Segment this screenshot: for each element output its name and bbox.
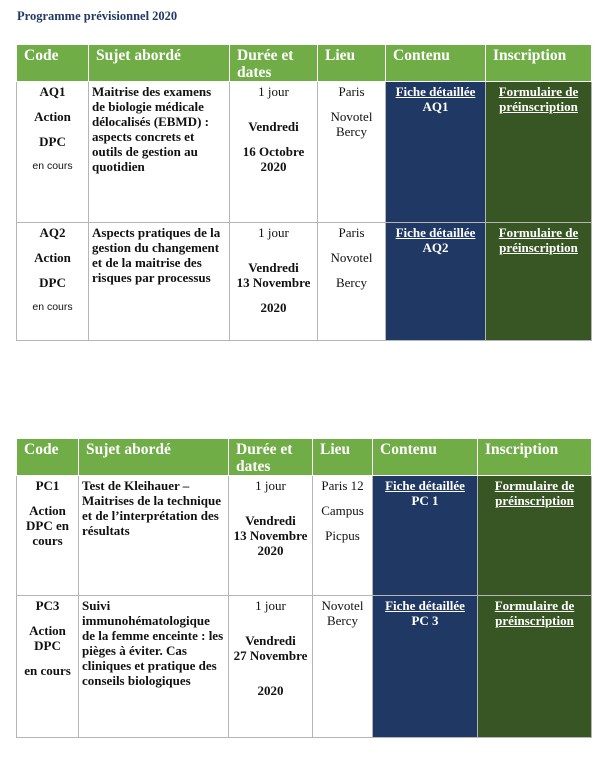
- table-row-aq1: [17, 82, 592, 223]
- place-venue: Novotel Bercy: [330, 109, 373, 139]
- preregistration-form-link[interactable]: Formulaire de préinscription: [498, 84, 579, 114]
- duration: 1 jour: [258, 84, 289, 99]
- dpc-label: DPC: [39, 275, 66, 290]
- detail-sheet-link[interactable]: Fiche détaillée: [385, 598, 465, 613]
- duration: 1 jour: [255, 598, 286, 613]
- preregistration-form-link[interactable]: Formulaire de préinscription: [498, 225, 579, 255]
- preregistration-form-link[interactable]: Formulaire de préinscription: [494, 598, 575, 628]
- page-title: Programme prévisionnel 2020: [17, 9, 178, 23]
- subject-cell: Suivi immunohématologique de la femme enceinte : les pièges à éviter. Cas cliniques et pratique des conseils biologiques: [79, 596, 229, 738]
- table-header-row: [17, 439, 592, 476]
- table-header-row: [17, 45, 592, 82]
- code-cell: [17, 476, 79, 596]
- header-content: Contenu: [386, 45, 486, 82]
- subject-cell: Maitrise des examens de biologie médicale délocalisés (EBMD) : aspects concrets et outils de gestion au quotidien: [89, 82, 230, 223]
- header-code: Code: [17, 45, 89, 82]
- date: 27 Novembre: [233, 648, 308, 663]
- place-city: Paris: [338, 225, 365, 240]
- place-venue-2: Picpus: [325, 528, 360, 543]
- duration-cell: [229, 476, 313, 596]
- header-content: Contenu: [373, 439, 478, 476]
- year: 2020: [260, 300, 287, 315]
- status-label: en cours: [32, 160, 73, 172]
- table-row-aq2: [17, 223, 592, 341]
- status-label: en cours: [32, 301, 73, 313]
- code: AQ1: [39, 84, 66, 99]
- dpc-label: DPC: [39, 134, 66, 149]
- day: Vendredi: [245, 633, 296, 648]
- content-cell: [386, 223, 486, 341]
- header-place: Lieu: [318, 45, 386, 82]
- header-signup: Inscription: [486, 45, 592, 82]
- action-label: Action: [34, 109, 71, 124]
- signup-cell: [478, 596, 592, 738]
- content-ref: AQ1: [422, 99, 449, 114]
- duration-cell: [229, 596, 313, 738]
- programme-table-pc: [16, 438, 592, 738]
- signup-cell: [486, 223, 592, 341]
- table-row-pc1: [17, 476, 592, 596]
- place-venue: Campus: [321, 503, 364, 518]
- preregistration-form-link[interactable]: Formulaire de préinscription: [494, 478, 575, 508]
- place-venue-2: Bercy: [335, 275, 368, 290]
- date: 13 Novembre: [236, 275, 311, 290]
- place-city: Paris 12: [321, 478, 364, 493]
- signup-cell: [486, 82, 592, 223]
- duration: 1 jour: [258, 225, 289, 240]
- content-ref: PC 1: [411, 493, 439, 508]
- day: Vendredi: [245, 513, 296, 528]
- place-venue: Novotel: [330, 250, 373, 265]
- subject-cell: Test de Kleihauer – Maitrises de la technique et de l’interprétation des résultats: [79, 476, 229, 596]
- action-label: Action DPC en cours: [26, 503, 69, 548]
- content-cell: [386, 82, 486, 223]
- code: AQ2: [39, 225, 66, 240]
- header-signup: Inscription: [478, 439, 592, 476]
- date: 13 Novembre 2020: [233, 528, 308, 558]
- content-cell: [373, 476, 478, 596]
- signup-cell: [478, 476, 592, 596]
- day: Vendredi: [248, 119, 299, 134]
- table-row-pc3: [17, 596, 592, 738]
- content-cell: [373, 596, 478, 738]
- year: 2020: [257, 683, 284, 698]
- place-cell: [313, 476, 373, 596]
- programme-table-aq: [16, 44, 592, 341]
- place-cell: [313, 596, 373, 738]
- detail-sheet-link[interactable]: Fiche détaillée: [395, 84, 476, 99]
- code-cell: [17, 223, 89, 341]
- duration: 1 jour: [255, 478, 286, 493]
- header-code: Code: [17, 439, 79, 476]
- detail-sheet-link[interactable]: Fiche détaillée: [395, 225, 476, 240]
- header-duration: Durée et dates: [229, 439, 313, 476]
- code-cell: [17, 596, 79, 738]
- code: PC1: [35, 478, 60, 493]
- duration-cell: [230, 223, 318, 341]
- action-label: Action: [34, 250, 71, 265]
- place-venue: Novotel Bercy: [321, 598, 364, 628]
- header-place: Lieu: [313, 439, 373, 476]
- date: 16 Octobre 2020: [242, 144, 305, 174]
- detail-sheet-link[interactable]: Fiche détaillée: [385, 478, 465, 493]
- duration-cell: [230, 82, 318, 223]
- header-subject: Sujet abordé: [89, 45, 230, 82]
- day: Vendredi: [248, 260, 299, 275]
- subject-cell: Aspects pratiques de la gestion du changement et de la maitrise des risques par processus: [89, 223, 230, 341]
- content-ref: PC 3: [411, 613, 439, 628]
- content-ref: AQ2: [422, 240, 449, 255]
- place-cell: [318, 82, 386, 223]
- place-city: Paris: [338, 84, 365, 99]
- header-subject: Sujet abordé: [79, 439, 229, 476]
- action-label: Action DPC: [29, 623, 66, 653]
- code: PC3: [35, 598, 60, 613]
- header-duration: Durée et dates: [230, 45, 318, 82]
- status-label: en cours: [24, 663, 71, 678]
- code-cell: [17, 82, 89, 223]
- place-cell: [318, 223, 386, 341]
